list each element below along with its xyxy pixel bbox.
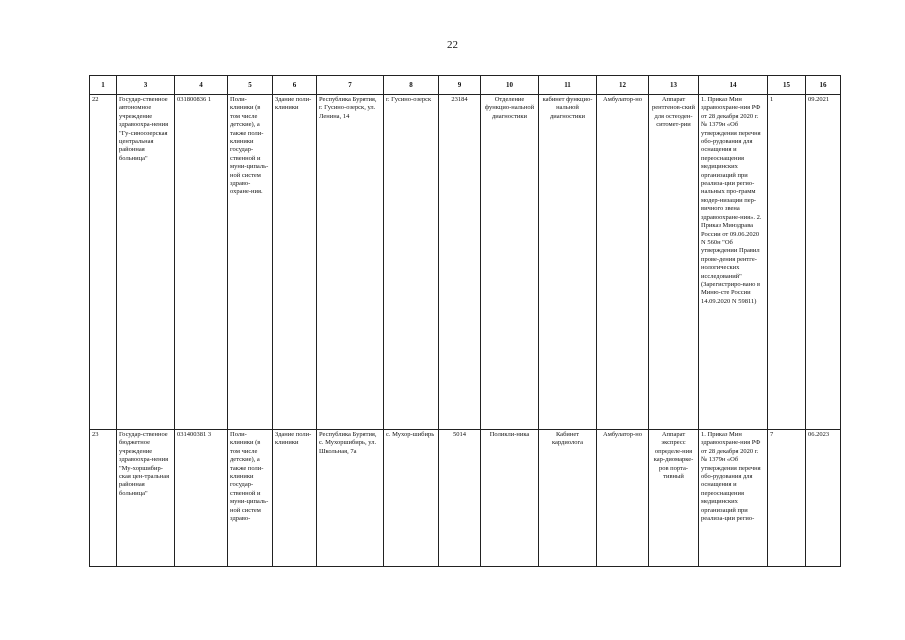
column-header: 6 [273, 76, 317, 95]
department: Отделение функцио-нальной диагностики [481, 95, 539, 430]
regulatory-basis-text: 1. Приказ Мин здравоохране-ния РФ от 28 декабря 2020 г. № 1379н «Об утверждения перечня обо-рудования для оснащения и переоснащения медицинских организаций при реализа-ции регио- [701, 431, 761, 523]
facility-type-text: Поли-клиники (в том числе детские), а также поли-клиники государ-ственной и муни-ципаль-ной систем здраво- [230, 431, 269, 523]
building-type: Здание поли-клиники [273, 430, 317, 567]
organization-name-text: Государ-ственное бюджетное учреждение здравоохра-нения "Му-хоршибир-ская цен-тральная районная больница" [119, 431, 170, 497]
row-number: 23 [90, 430, 117, 567]
address: Республика Бурятия, с. Мухоршибирь, ул. Школьная, 7а [317, 430, 384, 567]
column-header: 8 [384, 76, 439, 95]
facility-type [228, 430, 273, 567]
organization-name: Государ-ственное автономное учреждение здравоохра-нения "Гу-синоозерская центральная районная больница" [117, 95, 175, 430]
column-header: 11 [539, 76, 597, 95]
table-header-row [90, 76, 841, 95]
quantity: 1 [768, 95, 806, 430]
cabinet: кабинет функцио-нальной диагностики [539, 95, 597, 430]
delivery-date: 06.2023 [806, 430, 841, 567]
care-conditions: Амбулатор-но [597, 430, 649, 567]
organization-code: 031800836 1 [175, 95, 228, 430]
column-header: 15 [768, 76, 806, 95]
table-row [90, 95, 841, 430]
regulatory-basis [699, 430, 768, 567]
column-header: 12 [597, 76, 649, 95]
equipment-name: Аппарат рентгенов-ский для остеоден-ситомет-рии [649, 95, 699, 430]
quantity: 7 [768, 430, 806, 567]
address: Республика Бурятия, г. Гусино-озерск, ул. Ленина, 14 [317, 95, 384, 430]
building-type: Здание поли-клиники [273, 95, 317, 430]
column-header: 13 [649, 76, 699, 95]
organization-name [117, 430, 175, 567]
column-header: 16 [806, 76, 841, 95]
equipment-name: Аппарат экспресс определе-ния кар-диомарке-ров порта-тивный [649, 430, 699, 567]
column-header: 4 [175, 76, 228, 95]
column-header: 1 [90, 76, 117, 95]
table-row [90, 430, 841, 567]
column-header: 3 [117, 76, 175, 95]
department: Поликли-ника [481, 430, 539, 567]
column-header: 14 [699, 76, 768, 95]
column-header: 9 [439, 76, 481, 95]
column-header: 10 [481, 76, 539, 95]
organization-code: 031400381 3 [175, 430, 228, 567]
population: 23184 [439, 95, 481, 430]
care-conditions: Амбулатор-но [597, 95, 649, 430]
column-header: 7 [317, 76, 384, 95]
column-header: 5 [228, 76, 273, 95]
delivery-date: 09.2021 [806, 95, 841, 430]
regulatory-basis: 1. Приказ Мин здравоохране-ния РФ от 28 декабря 2020 г. № 1379н «Об утверждения перечня обо-рудования для оснащения и переоснащения медицинских организаций при реализа-ции регио-нальных про-грамм модер-низации пер-вичного звена здравоохране-ния». 2. Приказ Минздрава России от 09.06.2020 N 560н "Об утверждении Правил прове-дения рентге-нологических исследований" (Зарегистриро-вано в Миню-сте России 14.09.2020 N 59811) [699, 95, 768, 430]
population: 5014 [439, 430, 481, 567]
page-number: 22 [447, 39, 458, 51]
row-number: 22 [90, 95, 117, 430]
cabinet: Кабинет кардиолога [539, 430, 597, 567]
facility-type: Поли-клиники (в том числе детские), а также поли-клиники государ-ственной и муни-ципаль-ной систем здраво-охране-ния. [228, 95, 273, 430]
equipment-registry-table [89, 75, 841, 567]
settlement: г. Гусино-озерск [384, 95, 439, 430]
settlement: с. Мухор-шибирь [384, 430, 439, 567]
